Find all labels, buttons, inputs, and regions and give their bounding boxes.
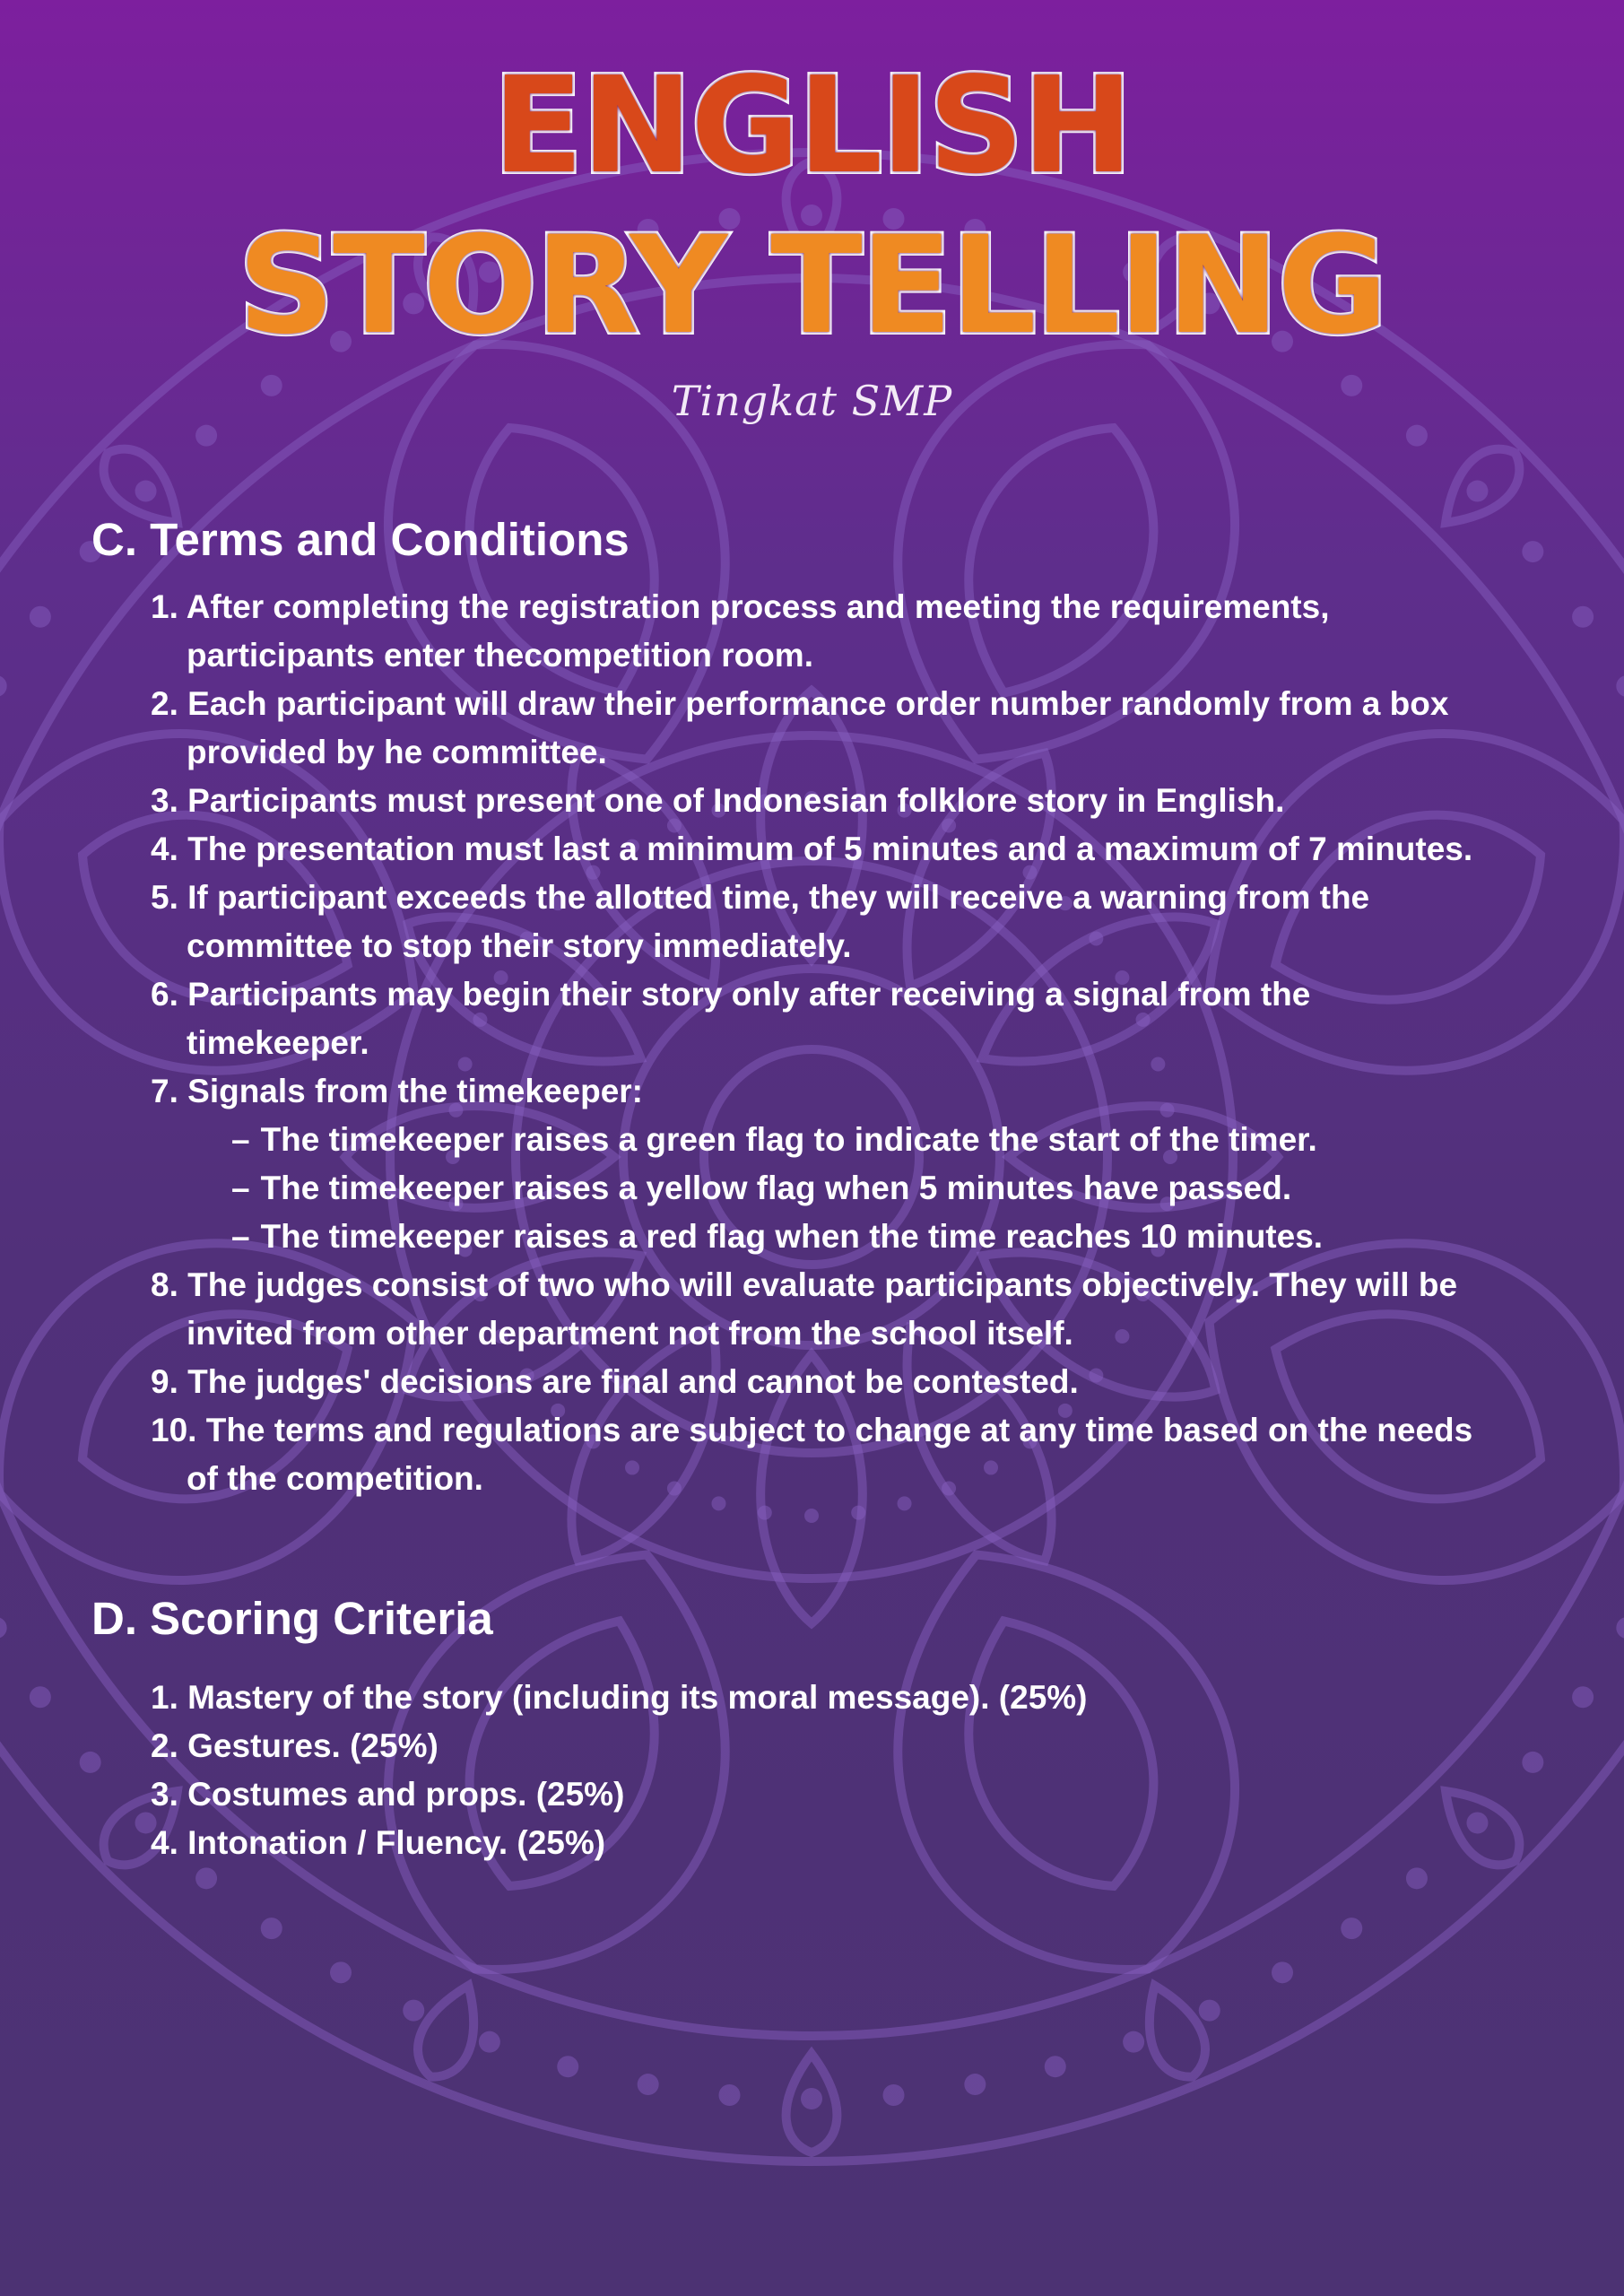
signal-item [231,1213,1496,1261]
item-text: The presentation must last a minimum of 5 minutes and a maximum of 7 minutes. [187,831,1473,867]
title-line-2 [0,208,1624,364]
item-text: The judges' decisions are final and cannot be contested. [187,1363,1079,1400]
title-line-1 [0,48,1624,203]
list-item [151,583,1496,680]
item-text: The terms and regulations are subject to change at any time based on the needs of the competition. [187,1412,1473,1497]
list-item [151,1358,1496,1406]
title-english: ENGLISH [492,48,1132,203]
list-item [151,1406,1496,1503]
scoring-list [151,1674,1496,1867]
item-text: Participants must present one of Indonesian folklore story in English. [187,782,1285,819]
signal-text: The timekeeper raises a red flag when the time reaches 10 minutes. [260,1218,1324,1255]
item-number: 7. [151,1073,178,1109]
item-text: Intonation / Fluency. (25%) [187,1824,606,1861]
item-text: After completing the registration process and meeting the requirements, participants enter thecompetition room. [186,588,1330,674]
signal-text: The timekeeper raises a green flag to indicate the start of the timer. [260,1121,1317,1158]
item-text: Signals from the timekeeper: [187,1073,644,1109]
item-number: 2. [151,1727,178,1764]
list-item [151,1674,1496,1722]
list-item [151,1067,1496,1261]
dash: – [231,1121,250,1158]
subtitle: Tingkat SMP [671,377,953,425]
list-item [151,1722,1496,1770]
item-number: 6. [151,976,178,1013]
item-text: Costumes and props. (25%) [187,1776,625,1813]
item-text: Gestures. (25%) [187,1727,439,1764]
item-text: Each participant will draw their performance order number randomly from a box provided by he committee. [187,685,1449,770]
item-number: 3. [151,1776,178,1813]
list-item [151,874,1496,970]
dash: – [231,1170,250,1206]
list-item [151,680,1496,777]
item-number: 5. [151,879,178,916]
list-item [151,1819,1496,1867]
list-item [151,970,1496,1067]
dash: – [231,1218,250,1255]
item-number: 1. [151,1679,178,1716]
item-number: 9. [151,1363,178,1400]
item-number: 8. [151,1266,178,1303]
list-item [151,825,1496,874]
item-number: 3. [151,782,178,819]
signals-list [187,1116,1496,1261]
item-number: 4. [151,831,178,867]
item-text: The judges consist of two who will evaluate participants objectively. They will be invited from other department not from the school itself. [187,1266,1458,1352]
list-item [151,777,1496,825]
item-number: 1. [151,588,178,625]
signal-item [231,1164,1496,1213]
item-text: Participants may begin their story only after receiving a signal from the timekeeper. [187,976,1311,1061]
terms-heading: C. Terms and Conditions [91,514,630,565]
item-number: 10. [151,1412,197,1448]
list-item [151,1261,1496,1358]
item-text: Mastery of the story (including its moral message). (25%) [187,1679,1088,1716]
signal-item [231,1116,1496,1164]
list-item [151,1770,1496,1819]
scoring-heading: D. Scoring Criteria [91,1593,493,1644]
signal-text: The timekeeper raises a yellow flag when 5 minutes have passed. [260,1170,1292,1206]
item-number: 4. [151,1824,178,1861]
item-text: If participant exceeds the allotted time, they will receive a warning from the committee to stop their story immediately. [187,879,1370,964]
terms-list [151,583,1496,1503]
title-story-telling: STORY TELLING [238,208,1386,364]
item-number: 2. [151,685,178,722]
